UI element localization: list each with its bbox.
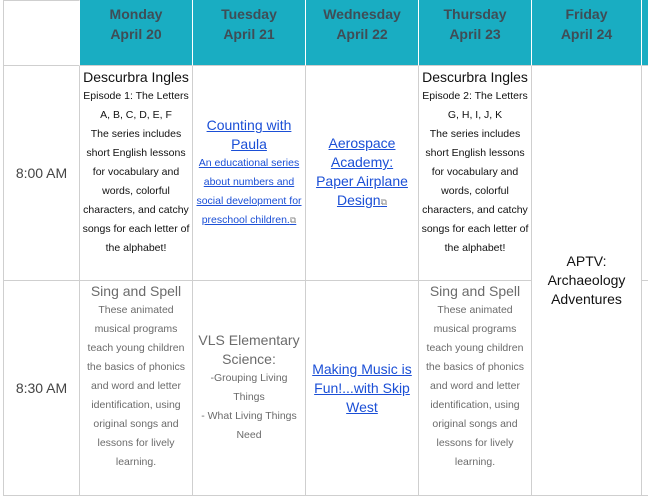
program-title: APTV: [566,253,607,269]
program-desc-line: teach young children [87,342,185,354]
program-sing-and-spell [80,281,193,496]
program-desc-line: Episode 1: The Letters [83,90,189,102]
program-link-title[interactable]: Making Music is [312,360,412,377]
program-desc-line: original songs and [93,418,179,430]
header-day: Friday [565,6,608,22]
header-day: Wednesday [323,6,401,22]
program-desc-line: for vocabulary and [431,166,519,178]
header-friday [532,0,642,66]
program-link-title[interactable]: Paula [231,136,267,152]
next-column-partial-800 [642,66,648,281]
program-link-desc[interactable]: preschool children. [201,214,290,226]
program-title: Descurbra Ingles [83,69,189,85]
header-wednesday [306,0,419,66]
program-desc-line: The series includes [90,128,182,140]
program-aerospace-academy [306,66,419,281]
time-slot-800 [3,66,80,281]
program-desc-line: identification, using [91,399,181,411]
header-tuesday [193,0,306,66]
program-link-title[interactable]: Design [336,192,381,208]
program-desc-line: These animated [98,304,174,316]
program-desc-line: original songs and [432,418,518,430]
program-desc-line: - What Living Things [201,410,297,422]
header-day: Tuesday [221,6,277,22]
program-title: Science: [222,351,276,367]
header-date: April 24 [560,26,613,42]
program-desc-line: learning. [115,456,157,468]
header-day: Monday [109,6,163,22]
program-desc-line: the basics of phonics [425,361,525,373]
header-thursday [419,0,532,66]
schedule-grid [3,0,648,499]
program-aptv-archaeology-adventures [532,66,642,496]
program-desc-line: lessons for lively [97,437,175,449]
program-link-desc[interactable]: about numbers and [203,176,295,188]
program-link-title[interactable]: Fun!...with Skip [314,379,410,396]
program-descurbra-ingles-ep2 [419,66,532,281]
time-label: 8:30 AM [15,380,68,396]
program-title: VLS Elementary [198,332,300,348]
time-slot-830 [3,281,80,496]
program-desc-line: short English lessons [86,147,186,159]
program-title: Archaeology [547,272,626,288]
program-link-title[interactable]: West [346,398,378,415]
program-desc-line: the alphabet! [444,242,506,254]
program-desc-line: the basics of phonics [86,361,186,373]
header-next-partial [642,0,648,66]
program-sing-and-spell-thu [419,281,532,496]
header-corner [3,0,80,66]
program-desc-line: Episode 2: The Letters [422,90,528,102]
time-label: 8:00 AM [15,165,68,181]
program-desc-line: teach young children [426,342,524,354]
program-title: Adventures [551,291,622,307]
program-desc-line: and word and letter [91,380,181,392]
program-desc-line: for vocabulary and [92,166,180,178]
header-date: April 23 [449,26,501,42]
program-vls-elementary-science [193,281,306,496]
next-column-partial-830 [642,281,648,496]
program-link-title[interactable]: Paper Airplane [316,173,408,189]
program-desc-line: songs for each letter of [421,223,529,235]
external-link-icon: ⧉ [380,197,388,207]
program-link-title[interactable]: Counting with [206,117,292,133]
header-date: April 20 [110,26,162,42]
program-desc-line: words, colorful [102,185,170,197]
program-desc-line: and word and letter [430,380,520,392]
program-link-title[interactable]: Aerospace [328,135,396,151]
program-link-desc[interactable]: An educational series [198,157,300,169]
program-desc-line: learning. [454,456,496,468]
program-desc-line: the alphabet! [105,242,167,254]
program-desc-line: characters, and catchy [83,204,189,216]
program-desc-line: G, H, I, J, K [447,109,503,121]
program-title: Sing and Spell [429,283,521,299]
program-descurbra-ingles-ep1 [80,66,193,281]
program-desc-line: songs for each letter of [82,223,190,235]
program-link-title[interactable]: Academy: [330,154,394,170]
header-day: Thursday [443,6,507,22]
program-desc-line: lessons for lively [436,437,514,449]
program-desc-line: musical programs [94,323,178,335]
program-desc-line: Things [233,391,265,403]
program-link-desc[interactable]: social development for [196,195,302,207]
program-title: Sing and Spell [90,283,182,299]
header-monday [80,0,193,66]
program-desc-line: musical programs [433,323,517,335]
program-desc-line: A, B, C, D, E, F [100,109,172,121]
program-desc-line: Need [236,429,262,441]
program-desc-line: The series includes [429,128,521,140]
program-desc-line: short English lessons [425,147,525,159]
program-desc-line: identification, using [430,399,520,411]
program-title: Descurbra Ingles [422,69,528,85]
program-making-music-is-fun [306,281,419,496]
program-counting-with-paula [193,66,306,281]
external-link-icon: ⧉ [289,215,297,225]
header-date: April 22 [336,26,388,42]
program-desc-line: characters, and catchy [422,204,528,216]
program-desc-line: -Grouping Living [210,372,288,384]
header-date: April 21 [223,26,275,42]
program-desc-line: These animated [437,304,513,316]
program-desc-line: words, colorful [441,185,509,197]
